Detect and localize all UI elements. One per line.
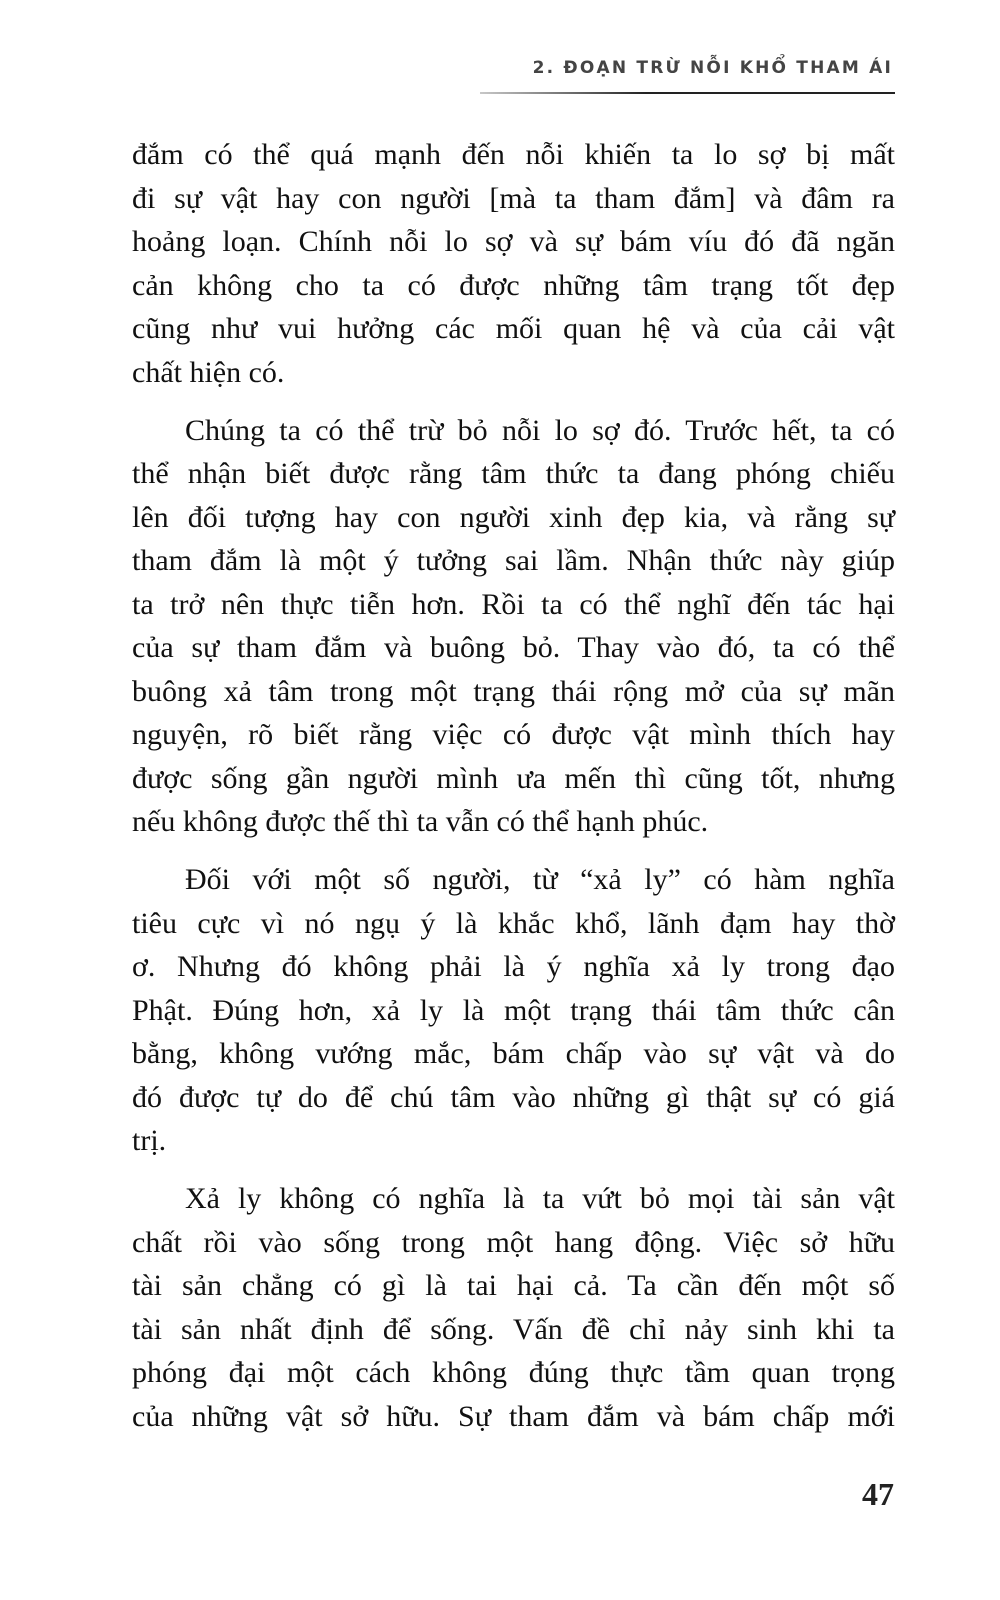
text-line: ơ. Nhưng đó không phải là ý nghĩa xả ly trong đạo <box>132 950 895 983</box>
text-line: đắm có thể quá mạnh đến nỗi khiến ta lo sợ bị mất <box>132 138 895 171</box>
page-number: 47 <box>862 1476 894 1512</box>
text-line: tài sản nhất định để sống. Vấn đề chỉ nảy sinh khi ta <box>132 1312 895 1346</box>
text-line: buông xả tâm trong một trạng thái rộng mở của sự mãn <box>132 674 895 708</box>
text-line: trị. <box>132 1124 167 1157</box>
text-line: Xả ly không có nghĩa là ta vứt bỏ mọi tài sản vật <box>185 1182 895 1215</box>
text-line: đi sự vật hay con người [mà ta tham đắm] và đâm ra <box>132 181 895 215</box>
text-line: Chúng ta có thể trừ bỏ nỗi lo sợ đó. Trước hết, ta có <box>185 413 895 447</box>
text-line: lên đối tượng hay con người xinh đẹp kia, và rằng sự <box>132 500 895 534</box>
text-line: thể nhận biết được rằng tâm thức ta đang phóng chiếu <box>132 457 895 490</box>
text-line: nếu không được thế thì ta vẫn có thể hạnh phúc. <box>132 805 709 838</box>
text-line: của sự tham đắm và buông bỏ. Thay vào đó, ta có thể <box>132 631 895 664</box>
text-line: hoảng loạn. Chính nỗi lo sợ và sự bám víu đó đã ngăn <box>132 225 895 258</box>
text-line: Phật. Đúng hơn, xả ly là một trạng thái tâm thức cân <box>132 993 895 1027</box>
paragraph <box>132 1177 895 1438</box>
text-line: cũng như vui hưởng các mối quan hệ và của cải vật <box>132 312 895 345</box>
header-rule <box>480 92 895 94</box>
text-line: tiêu cực vì nó ngụ ý là khắc khổ, lãnh đạm hay thờ <box>132 906 895 940</box>
text-line: bằng, không vướng mắc, bám chấp vào sự vật và do <box>132 1037 895 1070</box>
page-body <box>132 133 895 1453</box>
text-line: chất hiện có. <box>132 355 285 389</box>
text-line: ta trở nên thực tiễn hơn. Rồi ta có thể nghĩ đến tác hại <box>132 587 895 621</box>
text-line: cản không cho ta có được những tâm trạng tốt đẹp <box>132 268 895 302</box>
text-line: nguyện, rõ biết rằng việc có được vật mình thích hay <box>132 718 895 751</box>
text-line: Đối với một số người, từ “xả ly” có hàm nghĩa <box>185 863 895 896</box>
text-line: phóng đại một cách không đúng thực tầm quan trọng <box>132 1356 895 1389</box>
text-line: đó được tự do để chú tâm vào những gì thật sự có giá <box>132 1080 895 1114</box>
running-head-title: 2. ĐOẠN TRỪ NỖI KHỔ THAM ÁI <box>532 58 893 78</box>
paragraph <box>132 409 895 844</box>
text-line: tài sản chẳng có gì là tai hại cả. Ta cần đến một số <box>132 1269 895 1302</box>
text-line: chất rồi vào sống trong một hang động. Việc sở hữu <box>132 1225 895 1259</box>
paragraph <box>132 133 895 394</box>
text-line: được sống gần người mình ưa mến thì cũng tốt, nhưng <box>132 761 895 795</box>
text-line: tham đắm là một ý tưởng sai lầm. Nhận thức này giúp <box>132 544 895 577</box>
text-line: của những vật sở hữu. Sự tham đắm và bám chấp mới <box>132 1399 895 1433</box>
paragraph <box>132 858 895 1163</box>
